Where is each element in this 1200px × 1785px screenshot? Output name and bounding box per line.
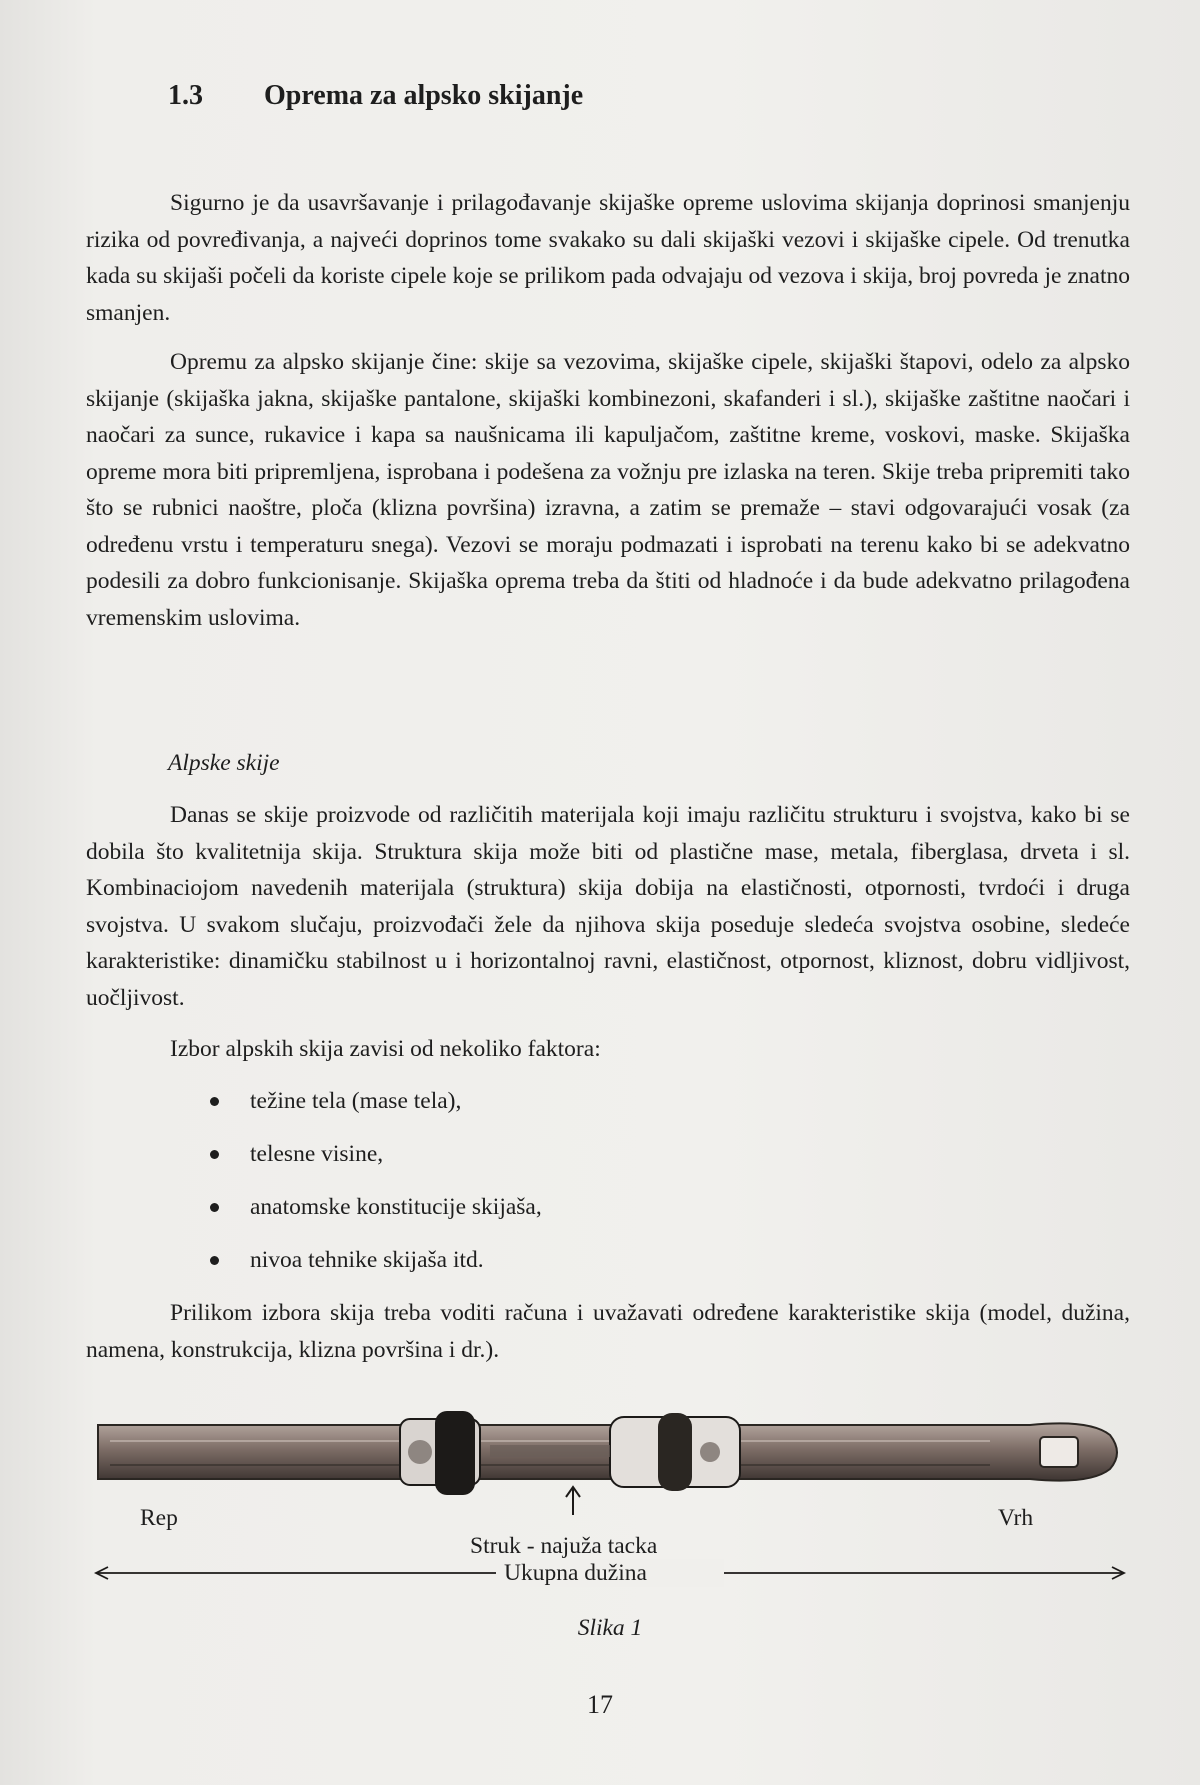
total-length-label: Ukupna dužina: [504, 1560, 647, 1586]
ski-tip-slot: [1040, 1437, 1078, 1467]
rear-binding-icon: [400, 1411, 480, 1495]
section-heading: [168, 80, 583, 112]
skis-paragraph: Danas se skije proizvode od različitih materijala koji imaju različitu strukturu i svojstva, kako bi se dobila što kvalitetnija skija. Struktura skija može biti od plastične mase, metala, fiberglasa, drveta i sl. Kombinaciojom navedenih materijala (struktura) skija dobija na elastičnosti, otpornosti, tvrdoći i druga svojstva. U svakom slučaju, proizvođači žele da njihova skija poseduje sledeća svojstva osobine, sledeće karakteristike: dinamičku stabilnost u i horizontalnoj ravni, elastičnost, otpornost, kliznost, dobru vidljivost, uočljivost.: [86, 802, 1130, 1011]
list-item: anatomske konstitucije skijaša,: [206, 1194, 542, 1247]
bullet-icon: [210, 1097, 219, 1106]
list-item: težine tela (mase tela),: [206, 1088, 542, 1141]
ski-figure: [90, 1405, 1130, 1665]
factors-intro: Izbor alpskih skija zavisi od nekoliko faktora:: [170, 1036, 601, 1062]
tip-label: Vrh: [998, 1505, 1034, 1531]
bullet-icon: [210, 1256, 219, 1265]
ski-brake-icon: [490, 1445, 610, 1457]
list-item: nivoa tehnike skijaša itd.: [206, 1247, 542, 1300]
figure-caption: Slika 1: [577, 1615, 643, 1641]
page-number: 17: [587, 1690, 613, 1719]
tail-label: Rep: [140, 1505, 178, 1531]
waist-label: Struk - najuža tacka: [470, 1533, 658, 1559]
intro-paragraph: Sigurno je da usavršavanje i prilagođavanje skijaške opreme uslovima skijanja doprinosi smanjenju rizika od povređivanja, a najveći doprinos tome svakako su dali skijaški vezovi i skijaške cipele. Od trenutka kada su skijaši počeli da koriste cipele koje se prilikom pada odvajaju od vezova i skija, broj povreda je znatno smanjen.: [86, 190, 1130, 326]
front-binding-icon: [610, 1413, 740, 1491]
section-title: Oprema za alpsko skijanje: [264, 80, 584, 111]
equipment-paragraph: Opremu za alpsko skijanje čine: skije sa vezovima, skijaške cipele, skijaški štapovi, odelo za alpsko skijanje (skijaška jakna, skijaške pantalone, skijaški kombinezoni, skafanderi i sl.), skijaške zaštitne naočari i naočari za sunce, rukavice i kapa sa naušnicama ili kapuljačom, zaštitne kreme, voskovi, maske. Skijaška opreme mora biti pripremljena, isprobana i podešena za vožnju pre izlaska na teren. Skije treba pripremiti tako što se rubnici naoštre, ploča (klizna površina) izravna, a zatim se premaže – stavi odgovarajući vosak (za određenu vrstu i temperaturu snega). Vezovi se moraju podmazati i isprobati na terenu kako bi se adekvatno podesili za dobro funkcionisanje. Skijaška oprema treba da štiti od hladnoće i da bude adekvatno prilagođena vremenskim uslovima.: [86, 349, 1130, 631]
list-item: telesne visine,: [206, 1141, 542, 1194]
section-number: 1.3: [168, 80, 203, 111]
bullet-icon: [210, 1150, 219, 1159]
subsection-title: Alpske skije: [168, 750, 280, 776]
bullet-icon: [210, 1203, 219, 1212]
factors-list: [206, 1088, 542, 1300]
closing-paragraph: Prilikom izbora skija treba voditi računa i uvažavati određene karakteristike skija (model, dužina, namena, konstrukcija, klizna površina i dr.).: [86, 1300, 1130, 1363]
